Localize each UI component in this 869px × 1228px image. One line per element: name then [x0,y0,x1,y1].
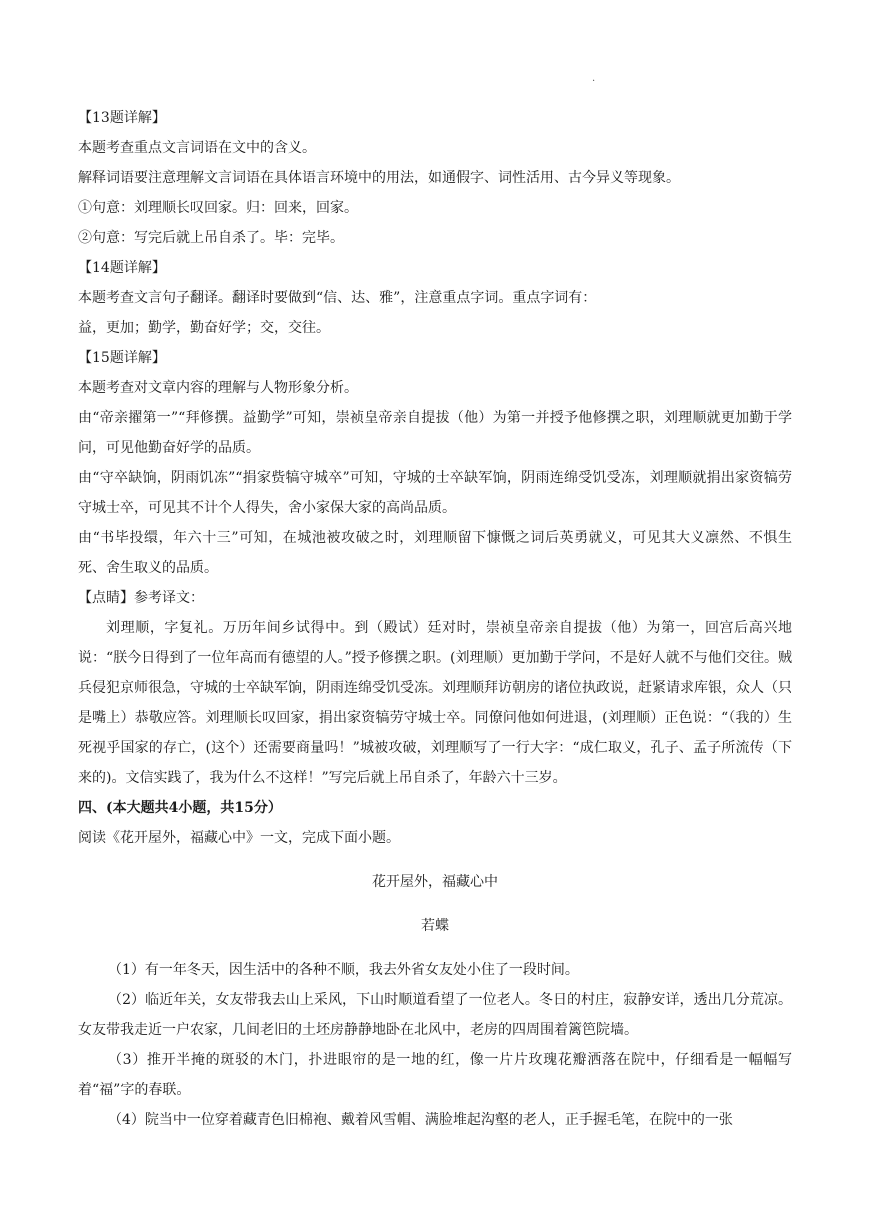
section-4-heading: 四、(本大题共4小题，共15分） [78,800,282,816]
q14-line-1: 本题考查文言句子翻译。翻译时要做到“信、达、雅”，注意重点字词。重点字词有： [78,290,597,306]
q15-line-1: 本题考查对文章内容的理解与人物形象分析。 [78,380,358,396]
article-paragraph-4: （4）院当中一位穿着藏青色旧棉袍、戴着风雪帽、满脸堆起沟壑的老人，正手握毛笔，在院中的一张 [108,1112,733,1128]
q15-paragraph-3: 由“书毕投缳，年六十三”可知，在城池被攻破之时，刘理顺留下慷慨之词后英勇就义，可见其大义凛然、不惧生死、舍生取义的品质。 [78,530,792,576]
article-paragraph-1: （1）有一年冬天，因生活中的各种不顺，我去外省女友处小住了一段时间。 [108,962,579,978]
q13-line-1: 本题考查重点文言词语在文中的含义。 [78,140,316,156]
translation-paragraph: 刘理顺，字复礼。万历年间乡试得中。到（殿试）廷对时，崇祯皇帝亲自提拔（他）为第一，回宫后高兴地说：“朕今日得到了一位年高而有德望的人。”授予修撰之职。(刘理顺）更加勤于学问，不是好人就不与他们交往。贼兵侵犯京师很急，守城的士卒缺军饷，阴雨连绵受饥受冻。刘理顺拜访朝房的诸位执政说，赶紧请求库银，众人（只是嘴上）恭敬应答。刘理顺长叹回家，捐出家资犒劳守城士卒。同僚问他如何进退，(刘理顺）正色说：“（我的）生死视乎国家的存亡，(这个）还需要商量吗！”城被攻破，刘理顺写了一行大字：“成仁取义，孔子、孟子所流传（下来的)。文信实践了，我为什么不这样！”写完后就上吊自杀了，年龄六十三岁。 [78,620,792,786]
q13-line-4: ②句意：写完后就上吊自杀了。毕：完毕。 [78,230,344,246]
q13-heading: 【13题详解】 [78,110,166,126]
q13-line-3: ①句意：刘理顺长叹回家。归：回来，回家。 [78,200,358,216]
article-title: 花开屋外，福藏心中 [372,874,498,890]
dianjing-heading: 【点睛】参考译文： [78,590,204,606]
q14-line-2: 益，更加；勤学，勤奋好学；交，交往。 [78,320,330,336]
article-author: 若蝶 [421,918,449,934]
document-body [78,103,792,1135]
q15-paragraph-2: 由“守卒缺饷，阴雨饥冻”“捐家赀犒守城卒”可知，守城的士卒缺军饷，阴雨连绵受饥受冻，刘理顺就捐出家资犒劳守城士卒，可见其不计个人得失，舍小家保大家的高尚品质。 [78,470,792,516]
page-mark: . [592,73,596,84]
q14-heading: 【14题详解】 [78,260,166,276]
q13-line-2: 解释词语要注意理解文言词语在具体语言环境中的用法，如通假字、词性活用、古今异义等现象。 [78,170,680,186]
section-4-intro: 阅读《花开屋外，福藏心中》一文，完成下面小题。 [78,830,400,846]
q15-paragraph-1: 由“帝亲擢第一”“拜修撰。益勤学”可知，崇祯皇帝亲自提拔（他）为第一并授予他修撰之职，刘理顺就更加勤于学问，可见他勤奋好学的品质。 [78,410,792,456]
q15-heading: 【15题详解】 [78,350,166,366]
article-paragraph-3: （3）推开半掩的斑驳的木门，扑进眼帘的是一地的红，像一片片玫瑰花瓣洒落在院中，仔细看是一幅幅写着“福”字的春联。 [78,1052,792,1098]
article-paragraph-2: （2）临近年关，女友带我去山上采风，下山时顺道看望了一位老人。冬日的村庄，寂静安详，透出几分荒凉。女友带我走近一户农家，几间老旧的土坯房静静地卧在北风中，老房的四周围着篱笆院墙。 [78,992,792,1038]
